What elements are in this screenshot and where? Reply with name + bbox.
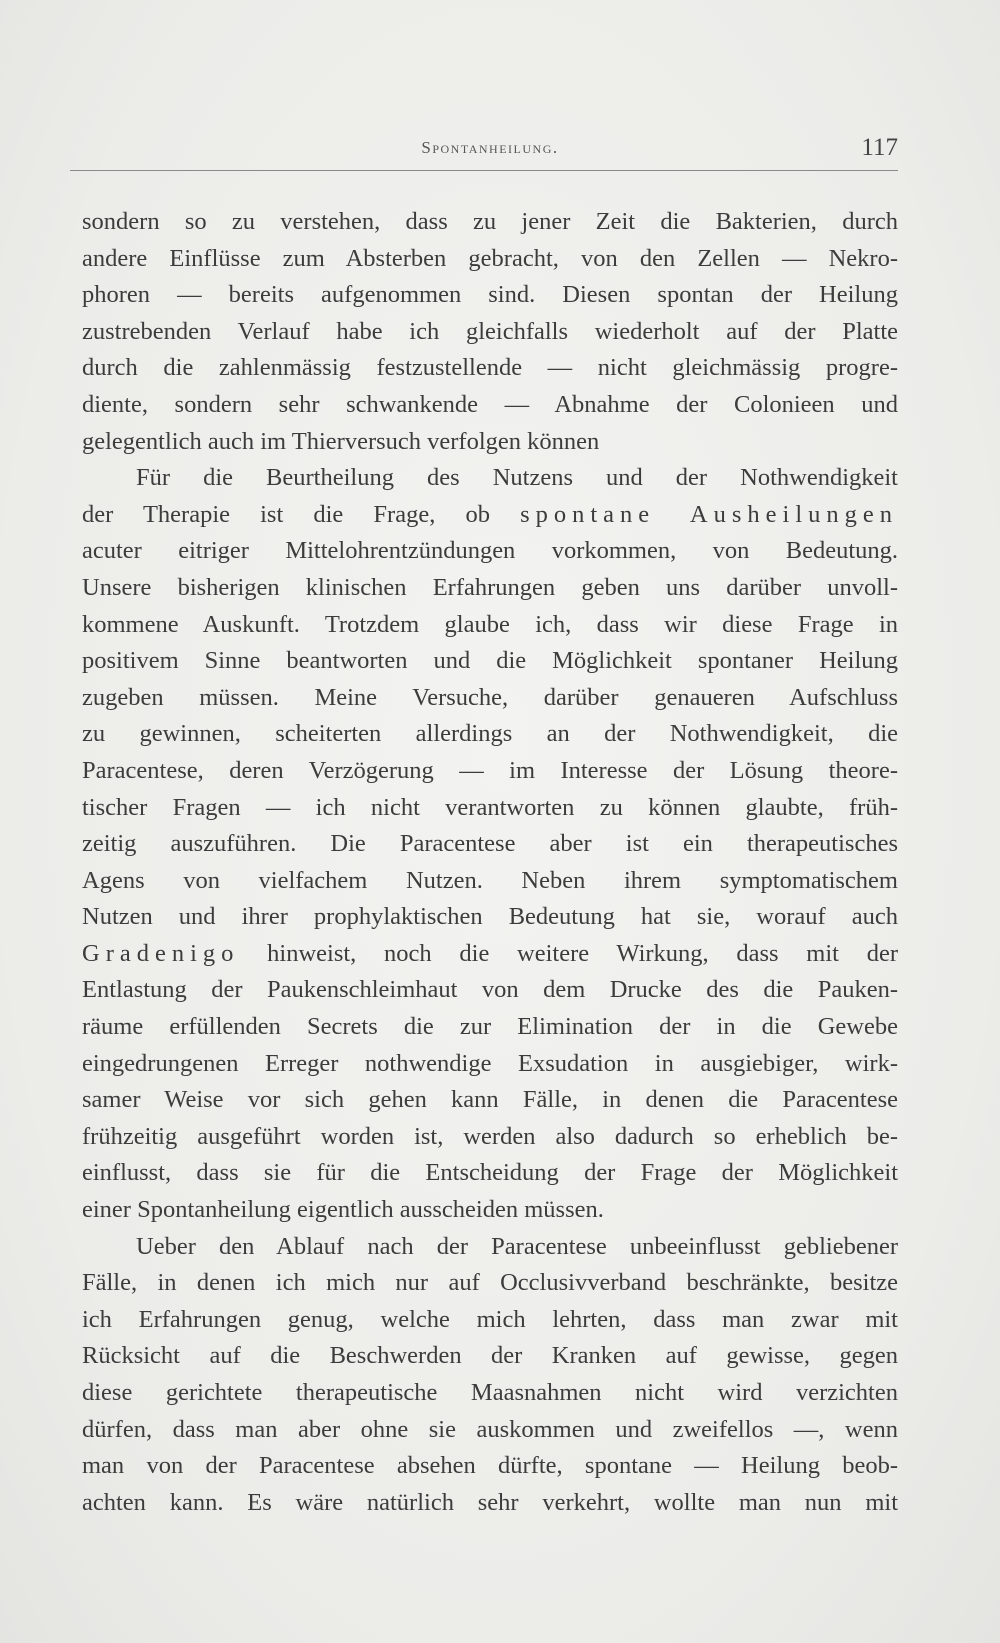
emphasized-text: spontane Ausheilungen	[520, 500, 899, 528]
text-line: zu gewinnen, scheiterten allerdings an der Nothwendigkeit, die	[82, 720, 898, 748]
text-line: achten kann. Es wäre natürlich sehr verkehrt, wollte man nun mit	[82, 1488, 898, 1516]
text-line: Nutzen und ihrer prophylaktischen Bedeutung hat sie, worauf auch	[82, 903, 898, 931]
text-line: einflusst, dass sie für die Entscheidung der Frage der Möglichkeit	[82, 1159, 898, 1187]
text-line: Für die Beurtheilung des Nutzens und der Nothwendigkeit	[136, 464, 898, 492]
text-line: Paracentese, deren Verzögerung — im Interesse der Lösung theore-	[82, 756, 898, 784]
text-line: Fälle, in denen ich mich nur auf Occlusivverband beschränkte, besitze	[82, 1269, 898, 1297]
text-line: Entlastung der Paukenschleimhaut von dem Drucke des die Pauken-	[82, 976, 898, 1004]
text-line: acuter eitriger Mittelohrentzündungen vorkommen, von Bedeutung.	[82, 537, 898, 565]
text-line: phoren — bereits aufgenommen sind. Diesen spontan der Heilung	[82, 281, 898, 309]
text-line: zeitig auszuführen. Die Paracentese aber ist ein therapeutisches	[82, 830, 898, 858]
running-title: Spontanheilung.	[421, 138, 559, 157]
text-line: räume erfüllenden Secrets die zur Elimination der in die Gewebe	[82, 1013, 898, 1041]
running-header	[82, 134, 898, 174]
text-line: samer Weise vor sich gehen kann Fälle, in denen die Paracentese	[82, 1086, 898, 1114]
page-number: 117	[861, 134, 898, 161]
text-line: kommene Auskunft. Trotzdem glaube ich, dass wir diese Frage in	[82, 610, 898, 638]
text-line: man von der Paracentese absehen dürfte, spontane — Heilung beob-	[82, 1452, 898, 1480]
text-line: einer Spontanheilung eigentlich ausscheiden müssen.	[82, 1196, 604, 1224]
text-line: Agens von vielfachem Nutzen. Neben ihrem symptomatischem	[82, 866, 898, 894]
text-run: hinweist, noch die weitere Wirkung, dass mit der	[239, 939, 898, 967]
text-line: zugeben müssen. Meine Versuche, darüber genaueren Aufschluss	[82, 683, 898, 711]
text-line: Ueber den Ablauf nach der Paracentese unbeeinflusst gebliebener	[136, 1232, 898, 1260]
text-line: tischer Fragen — ich nicht verantworten zu können glaubte, früh-	[82, 793, 898, 821]
body-text	[82, 204, 898, 1521]
text-line	[82, 936, 898, 973]
text-line: Unsere bisherigen klinischen Erfahrungen geben uns darüber unvoll-	[82, 573, 898, 601]
text-line: eingedrungenen Erreger nothwendige Exsudation in ausgiebiger, wirk-	[82, 1049, 898, 1077]
header-rule	[70, 170, 898, 171]
text-line: diese gerichtete therapeutische Maasnahmen nicht wird verzichten	[82, 1379, 898, 1406]
text-line: durch die zahlenmässig festzustellende — nicht gleichmässig progre-	[82, 354, 898, 382]
text-line: ich Erfahrungen genug, welche mich lehrten, dass man zwar mit	[82, 1305, 898, 1333]
text-line: andere Einflüsse zum Absterben gebracht, von den Zellen — Nekro-	[82, 244, 898, 272]
text-line	[82, 497, 898, 534]
text-line: positivem Sinne beantworten und die Möglichkeit spontaner Heilung	[82, 647, 898, 675]
text-line: frühzeitig ausgeführt worden ist, werden also dadurch so erheblich be-	[82, 1122, 898, 1150]
emphasized-text: Gradenigo	[82, 939, 240, 967]
text-line: zustrebenden Verlauf habe ich gleichfalls wiederholt auf der Platte	[82, 317, 898, 345]
text-line: dürfen, dass man aber ohne sie auskommen und zweifellos —, wenn	[82, 1415, 898, 1443]
text-line: sondern so zu verstehen, dass zu jener Zeit die Bakterien, durch	[82, 208, 898, 235]
text-line: diente, sondern sehr schwankende — Abnahme der Colonieen und	[82, 390, 898, 418]
text-line: Rücksicht auf die Beschwerden der Kranken auf gewisse, gegen	[82, 1342, 898, 1370]
text-run: der Therapie ist die Frage, ob	[82, 500, 521, 528]
text-line: gelegentlich auch im Thierversuch verfolgen können	[82, 427, 600, 455]
